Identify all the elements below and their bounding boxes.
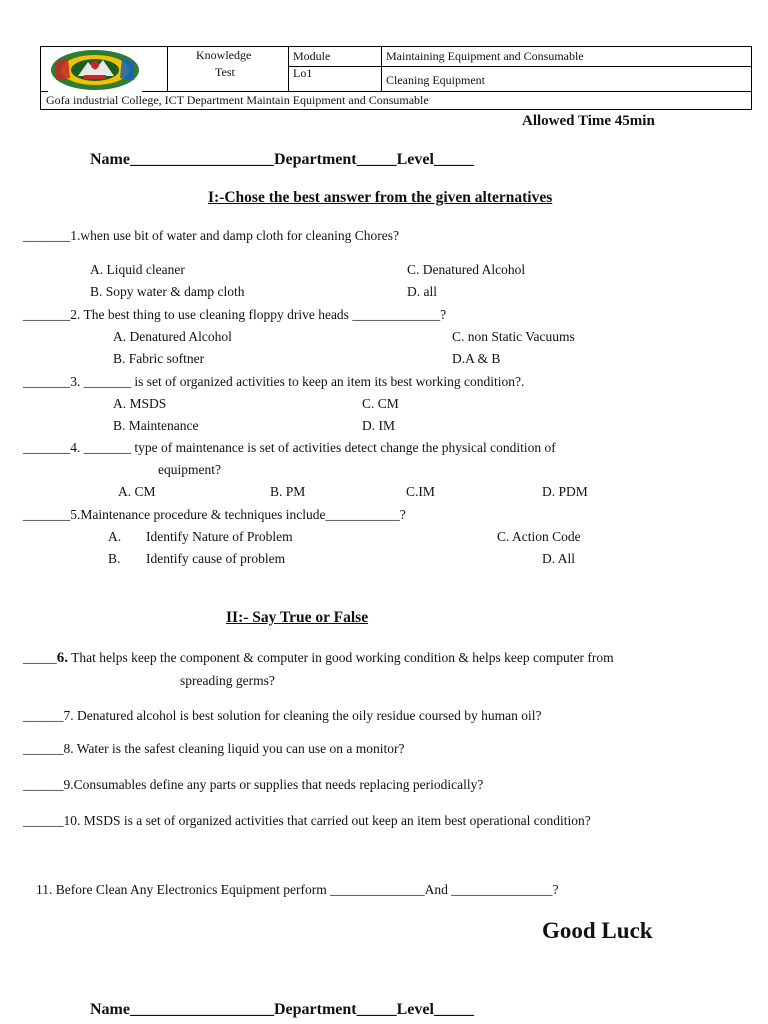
good-luck: Good Luck: [542, 918, 653, 943]
q2-option-b: B. Fabric softner: [113, 351, 205, 366]
q5-option-a-letter: A.: [108, 529, 122, 544]
q1-option-c: C. Denatured Alcohol: [407, 262, 526, 277]
header-divider: [41, 91, 751, 92]
name-line: Name__________________Department_____Level_____: [90, 151, 474, 168]
question-5: _______5.Maintenance procedure & techniques include___________?: [23, 507, 406, 522]
college-logo-icon: [48, 48, 142, 92]
header-divider: [288, 66, 751, 67]
q3-option-c: C. CM: [362, 396, 399, 411]
module-label: Module: [293, 49, 331, 63]
q2-option-a: A. Denatured Alcohol: [113, 329, 232, 344]
question-10: ______10. MSDS is a set of organized activities that carried out keep an item best operational condition?: [23, 813, 591, 828]
allowed-time: Allowed Time 45min: [522, 113, 655, 129]
question-6-cont: spreading germs?: [180, 673, 275, 688]
knowledge-label: Knowledge: [196, 48, 252, 62]
q1-option-a: A. Liquid cleaner: [90, 262, 185, 277]
q4-option-c: C.IM: [406, 484, 435, 499]
question-1: _______1.when use bit of water and damp cloth for cleaning Chores?: [23, 228, 400, 243]
section1-title: I:-Chose the best answer from the given alternatives: [208, 189, 553, 206]
question-3: _______3. _______ is set of organized activities to keep an item its best working condition?.: [23, 374, 525, 389]
q4-option-d: D. PDM: [542, 484, 588, 499]
college-line: Gofa industrial College, ICT Department Maintain Equipment and Consumable: [46, 93, 429, 107]
question-7: ______7. Denatured alcohol is best solution for cleaning the oily residue coursed by human oil?: [23, 708, 542, 723]
section2-title: II:- Say True or False: [226, 609, 369, 626]
module-title: Maintaining Equipment and Consumable: [386, 49, 584, 63]
header-divider: [167, 47, 168, 91]
q5-option-d: D. All: [542, 551, 576, 566]
q5-option-c: C. Action Code: [497, 529, 581, 544]
q6-text: That helps keep the component & computer in good working condition & helps keep computer from: [68, 650, 614, 665]
question-2: _______2. The best thing to use cleaning floppy drive heads _____________?: [23, 307, 447, 322]
test-label: Test: [215, 65, 235, 79]
lo-title: Cleaning Equipment: [386, 73, 485, 87]
name-line-bottom: Name__________________Department_____Level_____: [90, 1001, 474, 1018]
q3-option-a: A. MSDS: [113, 396, 167, 411]
lo-label: Lo1: [293, 66, 313, 80]
header-divider: [381, 47, 382, 91]
q3-option-b: B. Maintenance: [113, 418, 199, 433]
question-8: ______8. Water is the safest cleaning liquid you can use on a monitor?: [23, 741, 405, 756]
q1-option-b: B. Sopy water & damp cloth: [90, 284, 245, 299]
q5-option-b-letter: B.: [108, 551, 121, 566]
header-divider: [288, 47, 289, 91]
q6-number: 6.: [56, 650, 68, 666]
q1-option-d: D. all: [407, 284, 437, 299]
q2-option-d: D.A & B: [452, 351, 501, 366]
question-9: ______9.Consumables define any parts or supplies that needs replacing periodically?: [23, 777, 484, 792]
q2-option-c: C. non Static Vacuums: [452, 329, 575, 344]
q5-option-a: Identify Nature of Problem: [146, 529, 293, 544]
q5-option-b: Identify cause of problem: [146, 551, 286, 566]
question-11: 11. Before Clean Any Electronics Equipment perform ______________And _______________?: [36, 882, 559, 897]
q3-option-d: D. IM: [362, 418, 395, 433]
q6-blank: _____: [23, 650, 57, 665]
question-4: _______4. _______ type of maintenance is set of activities detect change the physical condition of: [23, 440, 556, 455]
question-6: [23, 650, 614, 667]
q4-option-a: A. CM: [118, 484, 156, 499]
question-4-cont: equipment?: [158, 462, 221, 477]
q4-option-b: B. PM: [270, 484, 306, 499]
